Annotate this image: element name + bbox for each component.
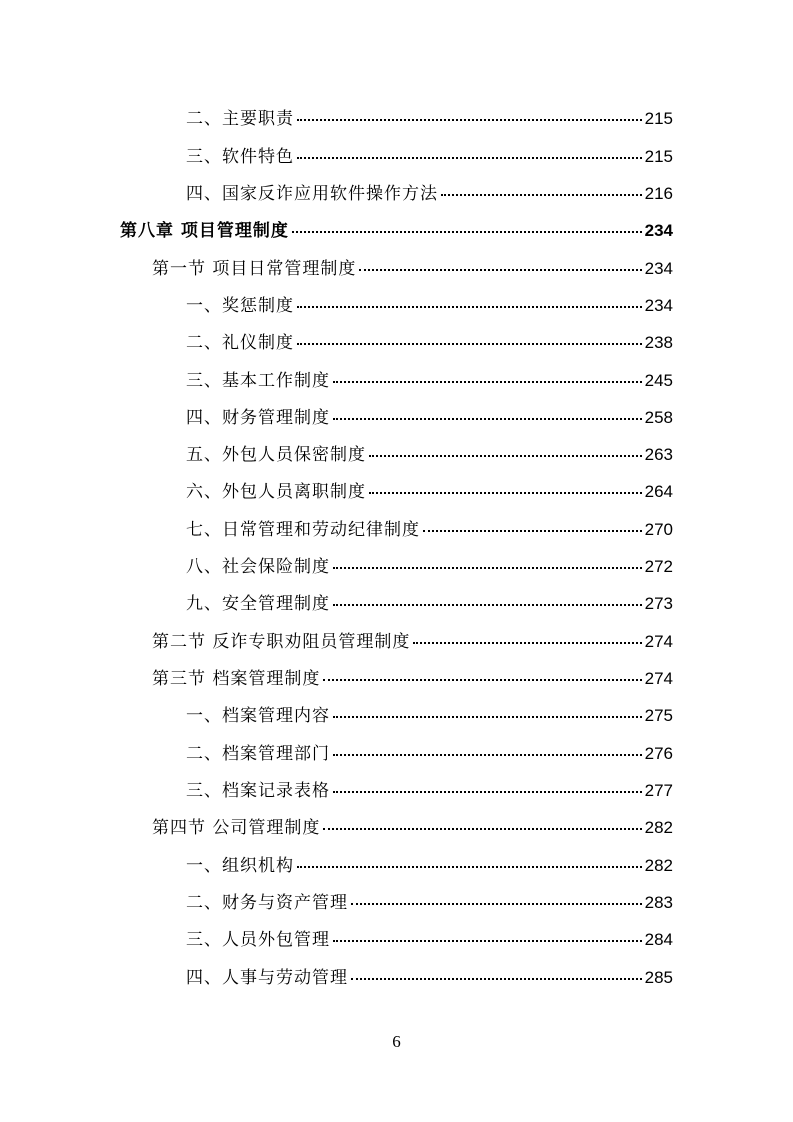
dot-leader <box>413 642 641 644</box>
toc-entry-page: 234 <box>644 221 673 240</box>
toc-entry-title: 三、档案记录表格 <box>186 781 330 801</box>
toc-entry-page: 245 <box>644 371 673 390</box>
toc-entry[interactable] <box>186 481 673 503</box>
toc-entry-page: 216 <box>644 184 673 203</box>
toc-entry-page: 273 <box>644 594 673 613</box>
toc-entry-title: 第四节 公司管理制度 <box>152 818 321 838</box>
toc-entry-page: 215 <box>644 109 673 128</box>
toc-entry-page: 282 <box>644 856 673 875</box>
toc-entry-page: 277 <box>644 781 673 800</box>
toc-entry[interactable] <box>186 295 673 317</box>
toc-entry-page: 263 <box>644 445 673 464</box>
dot-leader <box>333 567 642 569</box>
dot-leader <box>297 343 642 345</box>
toc-entry-page: 258 <box>644 408 673 427</box>
dot-leader <box>359 269 641 271</box>
dot-leader <box>333 716 642 718</box>
toc-entry[interactable] <box>186 705 673 727</box>
dot-leader <box>423 530 642 532</box>
dot-leader <box>351 978 642 980</box>
toc-chapter-entry[interactable] <box>120 220 673 242</box>
toc-entry[interactable] <box>186 556 673 578</box>
toc-entry-title: 四、国家反诈应用软件操作方法 <box>186 184 438 204</box>
toc-entry[interactable] <box>186 519 673 541</box>
toc-entry-title: 二、礼仪制度 <box>186 333 294 353</box>
toc-entry-title: 一、组织机构 <box>186 856 294 876</box>
dot-leader <box>441 194 642 196</box>
toc-entry[interactable] <box>186 593 673 615</box>
toc-entry[interactable] <box>186 967 673 989</box>
toc-entry-title: 三、基本工作制度 <box>186 371 330 391</box>
toc-entry-page: 238 <box>644 333 673 352</box>
dot-leader <box>323 679 641 681</box>
toc-entry-title: 七、日常管理和劳动纪律制度 <box>186 520 420 540</box>
dot-leader <box>369 492 642 494</box>
toc-entry-title: 八、社会保险制度 <box>186 557 330 577</box>
toc-section-entry[interactable] <box>152 668 673 690</box>
dot-leader <box>369 455 642 457</box>
toc-entry-title: 三、人员外包管理 <box>186 930 330 950</box>
toc-entry-title: 第一节 项目日常管理制度 <box>152 259 357 279</box>
toc-entry[interactable] <box>186 892 673 914</box>
toc-entry-page: 282 <box>644 818 673 837</box>
dot-leader <box>297 119 642 121</box>
toc-section-entry[interactable] <box>152 817 673 839</box>
toc-entry[interactable] <box>186 370 673 392</box>
toc-entry-page: 264 <box>644 482 673 501</box>
toc-entry-page: 234 <box>644 296 673 315</box>
dot-leader <box>333 381 642 383</box>
toc-entry-title: 四、财务管理制度 <box>186 408 330 428</box>
toc-entry-page: 284 <box>644 930 673 949</box>
toc-section-entry[interactable] <box>152 631 673 653</box>
toc-entry-title: 第八章 项目管理制度 <box>120 221 289 241</box>
toc-entry-title: 五、外包人员保密制度 <box>186 445 366 465</box>
dot-leader <box>351 903 642 905</box>
toc-entry-title: 四、人事与劳动管理 <box>186 968 348 988</box>
dot-leader <box>292 231 642 233</box>
dot-leader <box>333 418 642 420</box>
toc-entry[interactable] <box>186 780 673 802</box>
toc-entry[interactable] <box>186 146 673 168</box>
dot-leader <box>297 866 642 868</box>
toc-entry-title: 一、奖惩制度 <box>186 296 294 316</box>
toc-entry[interactable] <box>186 407 673 429</box>
toc-entry-title: 第三节 档案管理制度 <box>152 669 321 689</box>
toc-entry-title: 九、安全管理制度 <box>186 594 330 614</box>
toc-entry-page: 285 <box>644 968 673 987</box>
toc-entry-page: 275 <box>644 706 673 725</box>
page-number: 6 <box>392 1032 401 1051</box>
toc-entry-page: 283 <box>644 893 673 912</box>
toc-entry-page: 234 <box>644 259 673 278</box>
toc-entry[interactable] <box>186 332 673 354</box>
toc-entry[interactable] <box>186 743 673 765</box>
dot-leader <box>333 940 642 942</box>
toc-entry[interactable] <box>186 108 673 130</box>
toc-entry-page: 276 <box>644 744 673 763</box>
toc-entry-page: 274 <box>644 669 673 688</box>
toc-entry[interactable] <box>186 929 673 951</box>
toc-entry-title: 二、财务与资产管理 <box>186 893 348 913</box>
dot-leader <box>333 791 642 793</box>
dot-leader <box>297 157 642 159</box>
toc-entry[interactable] <box>186 855 673 877</box>
toc-entry-title: 二、档案管理部门 <box>186 744 330 764</box>
toc-entry[interactable] <box>186 183 673 205</box>
toc-entry-page: 215 <box>644 147 673 166</box>
toc-entry-title: 一、档案管理内容 <box>186 706 330 726</box>
toc-entry-title: 第二节 反诈专职劝阻员管理制度 <box>152 632 411 652</box>
dot-leader <box>323 828 641 830</box>
dot-leader <box>333 604 642 606</box>
toc-entry-page: 274 <box>644 632 673 651</box>
toc-entry-title: 六、外包人员离职制度 <box>186 482 366 502</box>
toc-entry-title: 二、主要职责 <box>186 109 294 129</box>
toc-entry-title: 三、软件特色 <box>186 147 294 167</box>
dot-leader <box>333 754 642 756</box>
toc-section-entry[interactable] <box>152 258 673 280</box>
dot-leader <box>297 306 642 308</box>
toc-entry-page: 270 <box>644 520 673 539</box>
toc-entry[interactable] <box>186 444 673 466</box>
toc-entry-page: 272 <box>644 557 673 576</box>
